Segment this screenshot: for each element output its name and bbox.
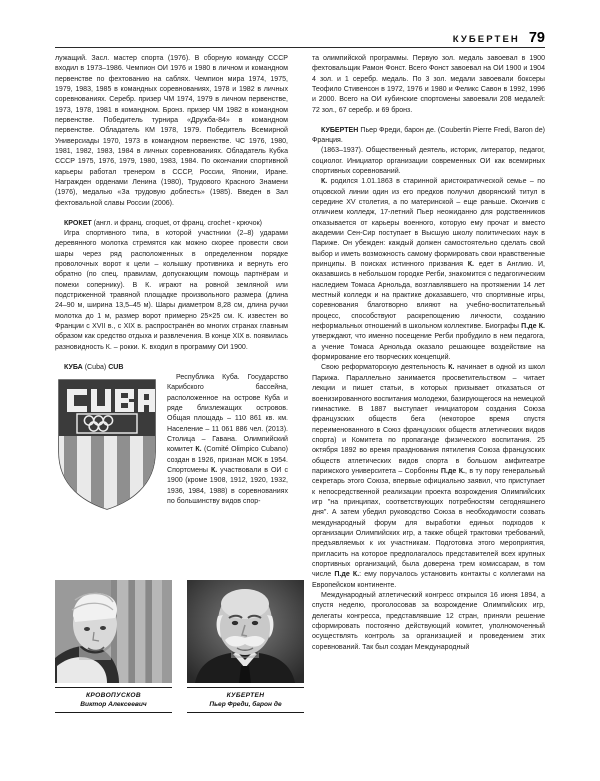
kubertin-biography-paragraph [312,177,545,363]
caption-divider-top [187,687,304,688]
kuba-latin-name: (Cuba) [82,363,109,371]
krovopuskov-continued-paragraph: лужащий. Засл. мастер спорта (1976). В сборную команду СССР входил в 1973–1986. Чемпион ОИ 1976 и 1980 в личном и командном первенстве по фехтованию на саблях. Чемпион мира 1974, 1975, 1979, 1983, 1985 в командных соревнованиях, 1978 и 1982 в личных соревнованиях. Серебр. призер ЧМ 1974, 1979 в личном первенстве, 1973, 1978, 1981 в командном. Бронз. призер ЧМ 1982 в командном первенстве. Победитель турнира «Дружба-84» в командном первенстве. Обладатель КМ 1978, 1979. Победитель Всемирной Универсиады 1970, 1973 в командном первенстве. ЧС 1976, 1980, 1981, 1982, 1983, 1984 в личных соревнованиях. Обладатель Кубка СССР 1975, 1976, 1979, 1980, 1983, 1984. По окончании спортивной карьеры работал тренером в СССР, России, Японии, Иране. Награжден орденами Ленина (1980), Трудового Красного Знамени (1976), медалью «За трудовую доблесть» (1985). Введен в Зал фехтовальной славы России (2006). [55,55,288,207]
caption-divider-bottom [187,712,304,713]
caption-divider-bottom [55,712,172,713]
photo-block-krovopuskov [55,580,172,713]
kubertin-reform-abbrev: К. [448,364,455,372]
kubertin-bio-text-1: родился 1.01.1863 в старинной аристократической семье – по отцовской линии один из его предков получил дворянский титул в середине XV столетия, а по материнской – еще раньше. Окончив с отличием колледж, 17-летний Пьер неожиданно для родственников отказывается от карьеры военного, которую ему прочат и вместо академии Сен-Сир поступает в Высшую школу политических наук в Париже. Он убежден: каждый должен самостоятельно сделать свой выбор и иметь возможность самому формировать свои нравственные принципы. В поисках истинного призвания [312,178,545,269]
kubertin-bio-text-3: утверждают, что именно посещение Регби пробудило в нем педагога, а учение Томаса Арнольда оказало решающее воздействие на формирование его творческих концепций. [312,333,545,362]
kroket-entry-headline [55,219,288,229]
kubertin-dates-paragraph: (1863–1937). Общественный деятель, историк, литератор, педагог, социолог. Инициатор организации современных ОИ как всемирных спортивных соревнований. [312,147,545,175]
kubertin-abbrev-lead: К. [321,178,328,186]
photo-caption-name: КУБЕРТЕН [226,692,265,699]
kubertin-congress-paragraph: Международный атлетический конгресс открылся 16 июня 1894, а спустя неделю, проголосовав за возрождение Олимпийских игр, делегаты конгресса, представлявшие 12 стран, приняли решение сформировать постоянно действующий комитет, уполномоченный осуществлять контроль за организацией и проведением этих соревнований. Так был создан Международный [312,592,545,651]
krovopuskov-photo [55,580,172,683]
kuba-abbrev-2: К. [210,467,218,475]
photo-caption-subtitle: Виктор Алексеевич [80,701,147,708]
kroket-body-paragraph: Игра спортивного типа, в которой участники (2–8) ударами деревянного молотка стремятся как можно скорее провести свои шары через ряд расположенных в определенном порядке проволочных ворот к цели – колышку противника и вернуть его обратно (по спец. правилам, допускающим помощь партнёрам и помехи сопернику). В К. играют на ровной земляной или подстриженной травяной площадке произвольного размера (длина 24–90 м, ширина 13,5–45 м). Шары диаметром 8,28 см, длина ручки молотка до 1 м, размер ворот примерно 25×25 см. К. известен во Франции с XVII в., с XIX в. распространён во многих странах главным образом как средство отдыха и развлечения. В конце XIX в. появилась разновидность К. – рокки. К. входил в программу ОИ 1900. [55,230,288,351]
photo-caption-name: КРОВОПУСКОВ [86,692,141,699]
kubertin-abbrev-pdek: П.де К. [521,323,545,331]
photo-block-coubertin [187,580,304,713]
coubertin-photo-graphic [187,580,304,683]
kuba-abbrev-1: К. [195,446,202,454]
kuba-text-part1: Республика Куба. Государство Карибского бассейна, расположенное на острове Куба и ряде близлежащих островов. Общая площадь – 110 861 кв. км. Население – 11 061 886 чел. (2013). Столица – Гавана. Олимпийский комитет [167,373,288,454]
kroket-headword: КРОКЕТ [64,219,92,227]
caption-divider-top [55,687,172,688]
cuba-noc-emblem [55,374,159,512]
kuba-continued-paragraph: та олимпийской программы. Первую зол. медаль завоевал в 1900 фехтовальщик Рамон Фонст. Всего Фонст завоевал на ОИ 1900 и 1904 4 зол. и 1 серебр. медаль. По 3 зол. медали завоевали боксеры Теофило Стивенсон в 1972, 1976 и 1980 и Феликс Савон в 1992, 1996 и 2000. Всего на ОИ кубинские спортсмены завоевали 208 медалей: 72 зол., 67 серебр. и 69 бронз. [312,55,545,114]
kubertin-reform-abbrev-pdek-2: П.де К. [334,571,360,579]
kuba-entry-headline [55,363,288,373]
right-column [312,54,545,653]
header-divider [55,47,545,48]
cuba-noc-emblem-container [55,374,161,514]
kubertin-reform-text-1: начинает в одной из школ Парижа. Параллельно занимается просветительством – читает лекции и пишет статьи, в которых призывает отказаться от военизированного воспитания молодежи, базирующегося на немецкой гимнастике. В 1887 выступает инициатором создания Союза французских обществ бега (некоторое время спустя переименованного в Союз французских обществ атлетических видов спорта) и Комитета по пропаганде физического воспитания. 25 октября 1892 во время празднования пятилетия Союза французских обществ атлетических видов спорта в большом амфитеатре парижского университета – Сорбонны [312,364,545,475]
kubertin-reform-paragraph [312,363,545,591]
photo-caption-subtitle: Пьер Фреди, барон де [209,701,282,708]
kuba-text-part3: участвовали в ОИ с 1900 (кроме 1908, 1912, 1920, 1932, 1936, 1984, 1988) в соревнованиях по большинству видов спор- [167,467,288,506]
kubertin-entry-headline [312,126,545,147]
kubertin-reform-abbrev-pdek: П.де К. [440,467,465,475]
page-number: 79 [528,30,545,46]
krovopuskov-photo-graphic [55,580,172,683]
kubertin-bio-text-2: едет в Англию. И, оказавшись в небольшом городке Регби, знакомится с педагогическим наследием Томаса Арнольда, возглавлявшего на протяжении 14 лет местный колледж и на практике доказавшего, что спортивные игры, соревнования благотворно влияют на учебно-воспитательный процесс, способствуют раскрепощению личности, созданию неформальных отношений в школьном коллективе. Биографы [312,261,546,331]
running-head-title: КУБЕРТЕН [452,34,520,45]
cuba-noc-emblem-graphic [55,374,159,512]
coubertin-photo [187,580,304,683]
kubertin-headline-rest: Пьер Фреди, барон де. (Coubertin Pierre Fredi, Baron de) Франция. [312,126,545,144]
photo-row [55,580,305,713]
kubertin-reform-lead: Свою реформаторскую деятельность [321,364,449,372]
kubertin-headword: КУБЕРТЕН [321,126,359,134]
kubertin-abbrev-mid: К. [467,261,474,269]
running-head [55,30,545,46]
kuba-text-part2: (Comité Olimpico Cubano) создан в 1926, признан МОК в 1954. Спортсмены [167,446,289,475]
kuba-ioc-code: CUB [108,363,124,371]
kroket-etymology: (англ. и франц. croquet, от франц. crochet - крючок) [91,219,263,227]
kuba-headword: КУБА [64,363,83,371]
kubertin-reform-text-3: : ему поручалось установить контакты с коллегами на Европейском континенте. [312,571,545,589]
left-column [55,54,288,516]
kubertin-reform-text-2: , в ту пору генеральный секретарь этого Союза, впервые официально заявил, что приступает к непосредственной реализации проекта возрождения Олимпийских игр "на принципах, соответствующих потребностям сегодняшнего дня". А затем убедил руководство Союза в необходимости созвать международный форум для выработки единых подходов к организации Олимпийских игр, а также общей трактовки требований, предъявляемых к их участникам. Подготовка этого мероприятия, пригласить на которое предполагалось представителей всех крупных спортивных организаций, была доверена трем комиссарам, в том числе [312,467,545,579]
